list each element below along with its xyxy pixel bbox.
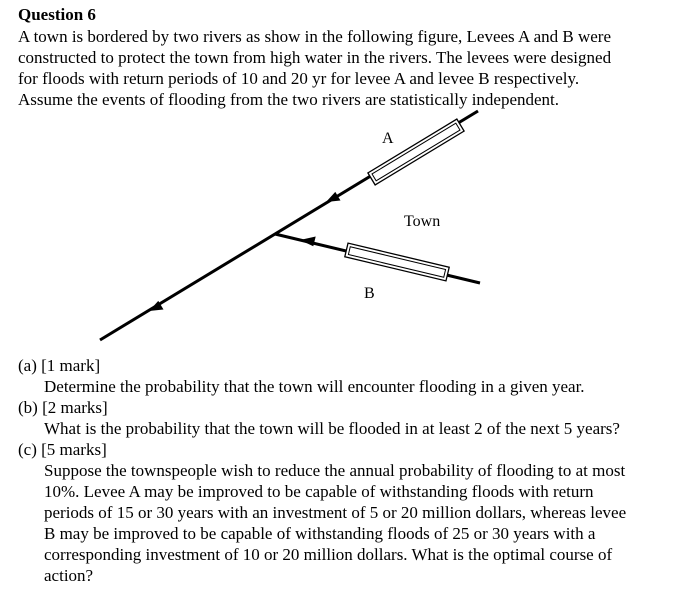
town-label: Town [404,213,441,230]
part-a-marker: (a) [1 mark] [18,356,101,375]
part-b-line: What is the probability that the town will be flooded in at least 2 of the next 5 years? [44,419,620,438]
intro-line: for floods with return periods of 10 and 20 yr for levee A and levee B respectively. [18,69,580,88]
intro-line: Assume the events of flooding from the two rivers are statistically independent. [18,90,560,109]
question-title: Question 6 [18,5,96,24]
part-c-line: Suppose the townspeople wish to reduce the annual probability of flooding to at most [44,461,626,480]
levee-b [345,243,449,281]
levee-a [368,119,464,185]
intro-line: A town is bordered by two rivers as show in the following figure, Levees A and B were [18,27,611,46]
part-b-marker: (b) [2 marks] [18,398,108,417]
flow-arrow-icon [326,192,341,202]
part-c-line: corresponding investment of 10 or 20 million dollars. What is the optimal course of [44,545,613,564]
part-c-line: periods of 15 or 30 years with an investment of 5 or 20 million dollars, whereas levee [44,503,627,522]
part-a-line: Determine the probability that the town will encounter flooding in a given year. [44,377,585,396]
part-c-marker: (c) [5 marks] [18,440,107,459]
levee-b-label: B [364,285,375,302]
part-c-line: action? [44,566,94,585]
intro-line: constructed to protect the town from high water in the rivers. The levees were designed [18,48,612,67]
levee-a-label: A [382,130,394,147]
part-c-line: B may be improved to be capable of withstanding floods of 25 or 30 years with a [44,524,596,543]
part-c-line: 10%. Levee A may be improved to be capable of withstanding floods with return [44,482,594,501]
